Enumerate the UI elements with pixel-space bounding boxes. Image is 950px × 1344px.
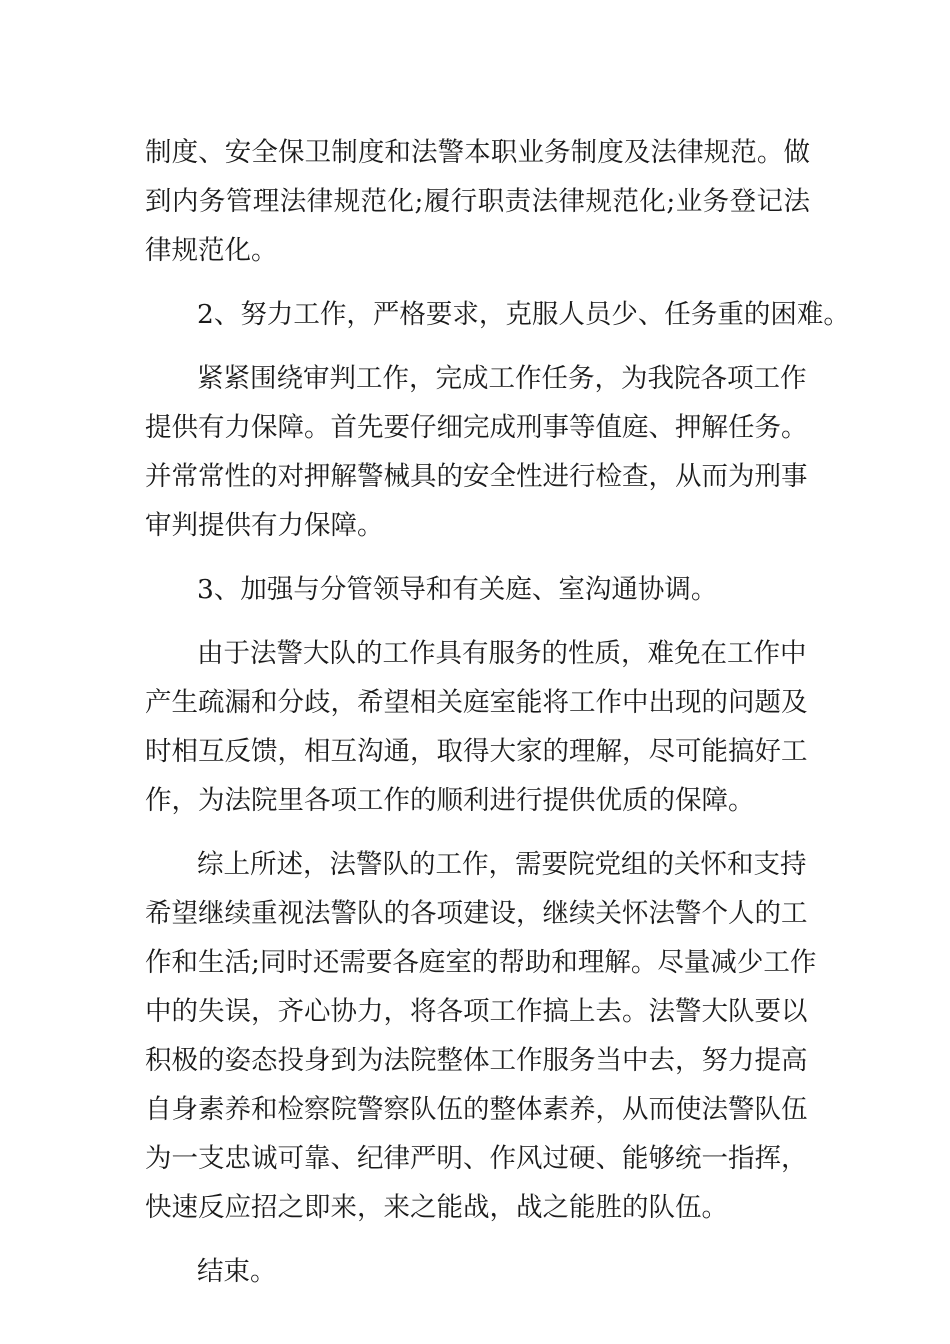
text-line: 并常常性的对押解警械具的安全性进行检查，从而为刑事 [145,461,808,492]
text-line: 审判提供有力保障。 [145,510,384,541]
text-line: 时相互反馈，相互沟通，取得大家的理解，尽可能搞好工 [145,736,808,767]
text-line: 积极的姿态投身到为法院整体工作服务当中去，努力提高 [145,1045,808,1076]
text-line: 希望继续重视法警队的各项建设，继续关怀法警个人的工 [145,898,808,929]
section-heading: 3、加强与分管领导和有关庭、室沟通协调。 [197,574,718,605]
closing-text: 结束。 [197,1256,277,1287]
text-line: 产生疏漏和分歧，希望相关庭室能将工作中出现的问题及 [145,687,808,718]
text-line: 作和生活;同时还需要各庭室的帮助和理解。尽量减少工作 [145,947,817,978]
document-body [145,128,850,1296]
text-line: 紧紧围绕审判工作，完成工作任务，为我院各项工作 [197,363,807,394]
text-line: 律规范化。 [145,235,278,266]
text-line: 作，为法院里各项工作的顺利进行提供优质的保障。 [145,785,755,816]
text-line: 由于法警大队的工作具有服务的性质，难免在工作中 [197,638,807,669]
text-line: 到内务管理法律规范化;履行职责法律规范化;业务登记法 [145,186,810,217]
text-line: 制度、安全保卫制度和法警本职业务制度及法律规范。做 [145,137,810,168]
text-line: 快速反应招之即来，来之能战，战之能胜的队伍。 [145,1192,728,1223]
text-line: 为一支忠诚可靠、纪律严明、作风过硬、能够统一指挥， [145,1143,808,1174]
text-line: 自身素养和检察院警察队伍的整体素养，从而使法警队伍 [145,1094,808,1125]
text-line: 提供有力保障。首先要仔细完成刑事等值庭、押解任务。 [145,412,808,443]
text-line: 中的失误，齐心协力，将各项工作搞上去。法警大队要以 [145,996,808,1027]
section-heading: 2、努力工作，严格要求，克服人员少、任务重的困难。 [197,299,850,330]
text-line: 综上所述，法警队的工作，需要院党组的关怀和支持 [197,849,807,880]
